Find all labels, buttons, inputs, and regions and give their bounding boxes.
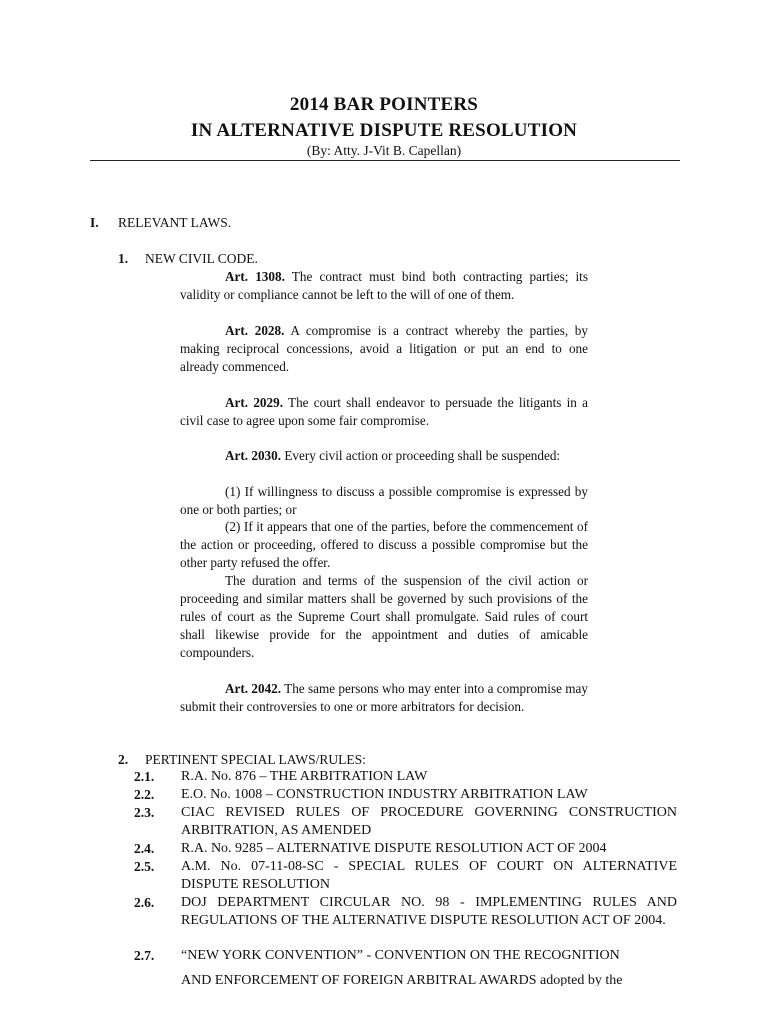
article-text: The same persons who may enter into a compromise may submit their controversies to one or more arbitrators for decision. [180,681,588,714]
article-text: Every civil action or proceeding shall be suspended: [281,448,561,463]
article-text: The contract must bind both contracting parties; its validity or compliance cannot be left to the will of one of them. [180,269,588,302]
item-heading: PERTINENT SPECIAL LAWS/RULES: [145,752,366,767]
article-2030-clause-2 [180,518,588,572]
article-2028 [180,322,588,376]
article-text: A compromise is a contract whereby the parties, by making reciprocal concessions, avoid a litigation or put an end to one already commenced. [180,323,588,374]
item-heading: NEW CIVIL CODE. [145,251,258,266]
subitem-number: 2.6. [134,895,155,910]
subitem-number: 2.7. [134,948,155,963]
subitem-text-continued: AND ENFORCEMENT OF FOREIGN ARBITRAL AWARDS adopted by the [181,973,623,986]
subitem-text: R.A. No. 9285 – ALTERNATIVE DISPUTE RESOLUTION ACT OF 2004 [181,841,607,856]
section-number: I. [90,215,99,230]
cut-off-line [0,966,768,986]
clause-text: (2) If it appears that one of the parties, before the commencement of the action or proceeding, offered to discuss a possible compromise but the other party refused the offer. [180,519,588,570]
subitem-text: R.A. No. 876 – THE ARBITRATION LAW [181,769,428,784]
subitem-text: E.O. No. 1008 – CONSTRUCTION INDUSTRY ARBITRATION LAW [181,787,588,802]
subitem-text: DOJ DEPARTMENT CIRCULAR NO. 98 - IMPLEMENTING RULES AND REGULATIONS OF THE ALTERNATIVE DISPUTE RESOLUTION ACT OF 2004. [181,895,677,928]
article-2030 [180,447,588,465]
article-text: The court shall endeavor to persuade the litigants in a civil case to agree upon some fair compromise. [180,395,588,428]
subitem-number: 2.2. [134,787,155,802]
document-title-line1: 2014 BAR POINTERS [289,94,479,115]
subitem-text: A.M. No. 07-11-08-SC - SPECIAL RULES OF COURT ON ALTERNATIVE DISPUTE RESOLUTION [181,859,677,892]
article-2042 [180,680,588,716]
clause-text: The duration and terms of the suspension of the civil action or proceeding and similar matters shall be governed by such provisions of the rules of court as the Supreme Court shall promulgate. Said rules of court shall likewise provide for the appointment and duties of amicable compounders. [180,573,588,660]
author-byline: (By: Atty. J-Vit B. Capellan) [306,143,462,158]
subitem-number: 2.1. [134,769,155,784]
article-label: Art. 2030. [225,448,282,463]
item-number: 1. [118,251,129,266]
article-2029 [180,394,588,430]
item-number: 2. [118,752,129,767]
clause-text: (1) If willingness to discuss a possible compromise is expressed by one or both parties; or [180,484,588,517]
article-label: Art. 1308. [225,269,285,284]
subitem-number: 2.5. [134,859,155,874]
article-label: Art. 2042. [225,681,282,696]
section-heading: RELEVANT LAWS. [118,215,232,230]
document-title-line2: IN ALTERNATIVE DISPUTE RESOLUTION [190,120,578,141]
article-2030-clause-3 [180,572,588,662]
subitem-text: CIAC REVISED RULES OF PROCEDURE GOVERNING CONSTRUCTION ARBITRATION, AS AMENDED [181,805,677,838]
subitem-text: “NEW YORK CONVENTION” - CONVENTION ON THE RECOGNITION [181,948,620,963]
article-1308 [180,268,588,304]
subitem-number: 2.3. [134,805,155,820]
subitem-number: 2.4. [134,841,155,856]
header-divider [90,160,680,161]
article-label: Art. 2029. [225,395,283,410]
article-label: Art. 2028. [225,323,285,338]
article-2030-clause-1 [180,483,588,519]
